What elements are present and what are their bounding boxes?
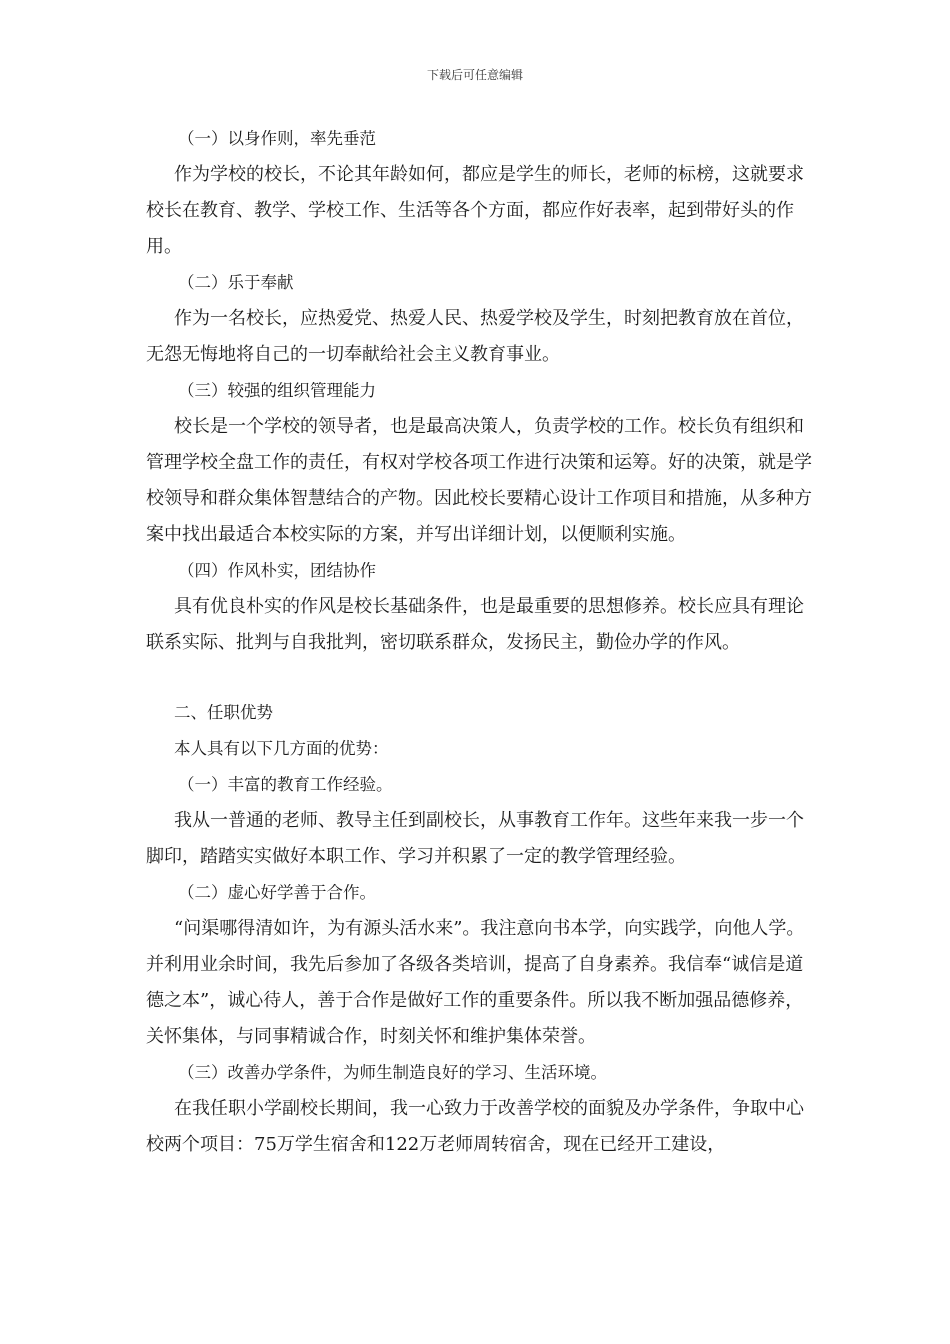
section-title: 二、任职优势 [174,703,273,722]
paragraph: 具有优良朴实的作风是校长基础条件，也是最重要的思想修养。校长应具有理论联系实际、批判与自我批判，密切联系群众，发扬民主，勤俭办学的作风。 [146,596,804,653]
section-gap [146,661,818,695]
paragraph: 校长是一个学校的领导者，也是最高决策人，负责学校的工作。校长负有组织和管理学校全盘工作的责任，有权对学校各项工作进行决策和运筹。好的决策，就是学校领导和群众集体智慧结合的产物。因此校长要精心设计工作项目和措施，从多种方案中找出最适合本校实际的方案，并写出详细计划，以便顺利实施。 [146,416,812,545]
document-body [146,121,818,1163]
paragraph: 我从一普通的老师、教导主任到副校长，从事教育工作年。这些年来我一步一个脚印，踏踏实实做好本职工作、学习并积累了一定的教学管理经验。 [146,810,804,867]
paragraph: “问渠哪得清如许，为有源头活水来”。我注意向书本学，向实践学，向他人学。并利用业余时间，我先后参加了各级各类培训，提高了自身素养。我信奉“诚信是道德之本”，诚心待人，善于合作是做好工作的重要条件。所以我不断加强品德修养，关怀集体，与同事精诚合作，时刻关怀和维护集体荣誉。 [146,918,805,1047]
subheading: （二）乐于奉献 [178,273,294,292]
subheading: （三）改善办学条件，为师生制造良好的学习、生活环境。 [178,1063,607,1082]
paragraph: 作为一名校长，应热爱党、热爱人民、热爱学校及学生，时刻把教育放在首位，无怨无悔地将自己的一切奉献给社会主义教育事业。 [146,308,804,365]
paragraph: 在我任职小学副校长期间，我一心致力于改善学校的面貌及办学条件，争取中心校两个项目：75万学生宿舍和122万老师周转宿舍，现在已经开工建设， [146,1098,804,1155]
section-intro: 本人具有以下几方面的优势： [174,739,389,758]
subheading: （一）以身作则，率先垂范 [178,129,376,148]
paragraph: 作为学校的校长，不论其年龄如何，都应是学生的师长，老师的标榜，这就要求校长在教育、教学、学校工作、生活等各个方面，都应作好表率，起到带好头的作用。 [146,164,804,257]
subheading: （三）较强的组织管理能力 [178,381,376,400]
subheading: （一）丰富的教育工作经验。 [178,775,393,794]
subheading: （四）作风朴实，团结协作 [178,561,376,580]
page-header: 下载后可任意编辑 [426,68,523,82]
subheading: （二）虚心好学善于合作。 [178,883,376,902]
